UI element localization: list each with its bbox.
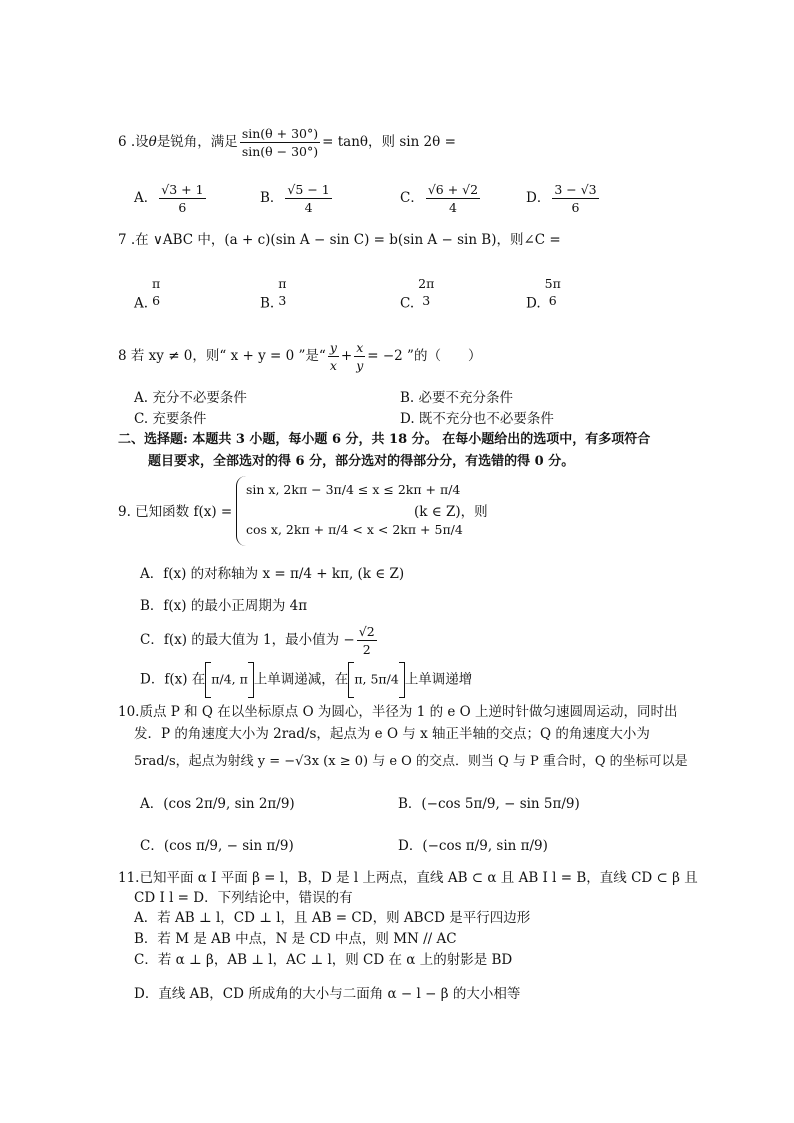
- q11-line1: 11.已知平面 α I 平面 β = l，B，D 是 l 上两点，直线 AB ⊂ α 且 AB I l = B，直线 CD ⊂ β 且: [118, 870, 698, 886]
- q6-option-c-num: √6 + √2: [427, 182, 479, 197]
- q8-plus: +: [340, 348, 353, 364]
- q7-option-a: [134, 276, 164, 312]
- q6-option-b: [260, 182, 334, 215]
- q9-option-c-text: C．f(x) 的最大值为 1，最小值为 −: [140, 632, 355, 648]
- q7-option-a-num: π: [152, 276, 161, 291]
- q9-option-a: A．f(x) 的对称轴为 x = π/4 + kπ, (k ∈ Z): [140, 566, 405, 582]
- q9-option-c: [140, 624, 379, 657]
- q11-line2: CD I l = D．下列结论中，错误的有: [134, 890, 353, 906]
- q8-option-c: C. 充要条件: [134, 411, 207, 427]
- q9-tail: (k ∈ Z)，则: [414, 504, 488, 520]
- q9-interval-2: π, 5π/4: [354, 671, 399, 687]
- q9-case1: sin x, 2kπ − 3π/4 ≤ x ≤ 2kπ + π/4: [246, 482, 461, 497]
- q7-option-d-den: 6: [548, 293, 557, 308]
- q6-fraction-num: sin(θ + 30°): [241, 126, 319, 141]
- q7-option-c-label: C.: [400, 295, 415, 312]
- q7-option-d-label: D.: [526, 295, 541, 312]
- q8-option-d: D. 既不充分也不必要条件: [400, 411, 554, 427]
- q6-option-d-num: 3 − √3: [554, 182, 597, 197]
- q6-stem-a: 6 .设: [118, 134, 149, 150]
- q8-stem-b: = −2 ”的（ ）: [367, 348, 482, 364]
- q6-fraction-den: sin(θ − 30°): [241, 144, 319, 159]
- q10-line2: 发．P 的角速度大小为 2rad/s，起点为 e O 与 x 轴正半轴的交点；Q 的角速度大小为: [134, 726, 650, 742]
- q7-option-b-num: π: [278, 276, 287, 291]
- q6-option-c: [400, 182, 482, 215]
- q7-option-c-den: 3: [422, 293, 431, 308]
- q8-option-a: A. 充分不必要条件: [134, 390, 247, 406]
- q8-fraction-2: [354, 340, 365, 373]
- q6-option-a: [134, 182, 208, 215]
- q9-option-c-den: 2: [362, 642, 371, 657]
- q8-fraction-2-num: x: [356, 340, 364, 355]
- q9-option-b: B．f(x) 的最小正周期为 4π: [140, 598, 308, 614]
- q7-option-c-num: 2π: [418, 276, 435, 291]
- q7-option-c: [400, 276, 438, 312]
- q9-interval-1: π/4, π: [211, 671, 248, 687]
- q6-option-b-num: √5 − 1: [287, 182, 330, 197]
- q6-option-d-label: D．: [526, 190, 551, 206]
- q11-option-b: B．若 M 是 AB 中点，N 是 CD 中点，则 MN // AC: [134, 931, 457, 947]
- q7-option-b-den: 3: [278, 293, 287, 308]
- q7-option-b-label: B.: [260, 295, 275, 312]
- q7-stem: 7 .在 ∨ABC 中，(a + c)(sin A − sin C) = b(sin A − sin B)，则∠C =: [118, 232, 561, 248]
- q10-line3: 5rad/s，起点为射线 y = −√3x (x ≥ 0) 与 e O 的交点．则当 Q 与 P 重合时，Q 的坐标可以是: [134, 754, 688, 769]
- q6-theta: θ: [148, 134, 157, 150]
- q8-fraction-1-den: x: [329, 358, 337, 373]
- section2-line2: 题目要求，全部选对的得 6 分，部分选对的得部分分，有选错的得 0 分。: [148, 454, 575, 469]
- q11-option-d: D．直线 AB，CD 所成角的大小与二面角 α − l − β 的大小相等: [134, 986, 521, 1002]
- q6-option-a-num: √3 + 1: [161, 182, 204, 197]
- q6-option-c-den: 4: [449, 200, 457, 215]
- q10-option-b: B．(−cos 5π/9, − sin 5π/9): [398, 796, 580, 812]
- q9-option-c-num: √2: [358, 624, 375, 639]
- section2-line1: 二、选择题: 本题共 3 小题，每小题 6 分，共 18 分。 在每小题给出的选项中，有多项符合: [118, 432, 651, 447]
- q9-lead: 9. 已知函数 f(x) =: [118, 504, 233, 520]
- q7-option-d-num: 5π: [544, 276, 561, 291]
- q9-option-d: [140, 662, 472, 698]
- q7-option-b: [260, 276, 290, 312]
- q7-option-a-label: A.: [134, 295, 149, 312]
- q7-option-d: [526, 276, 565, 312]
- q8-stem-a: 8 若 xy ≠ 0，则“ x + y = 0 ”是“: [118, 348, 326, 364]
- q10-option-d: D．(−cos π/9, sin π/9): [398, 838, 548, 854]
- q6-option-c-label: C．: [400, 190, 424, 206]
- q6-option-d: [526, 182, 601, 215]
- q7-option-a-den: 6: [152, 293, 161, 308]
- q8-fraction-1: [328, 340, 339, 373]
- q9-option-d-text-a: D．f(x) 在: [140, 671, 206, 688]
- q10-option-c: C．(cos π/9, − sin π/9): [140, 838, 294, 854]
- q6-fraction: [240, 126, 320, 159]
- q10-line1: 10.质点 P 和 Q 在以坐标原点 O 为圆心，半径为 1 的 e O 上逆时针做匀速圆周运动，同时出: [118, 704, 678, 720]
- q6-rhs: = tanθ，则 sin 2θ =: [322, 134, 456, 150]
- q11-option-c: C．若 α ⊥ β，AB ⊥ l，AC ⊥ l，则 CD 在 α 上的射影是 BD: [134, 952, 513, 968]
- q6-option-a-den: 6: [178, 200, 187, 215]
- q6-option-d-den: 6: [571, 200, 580, 215]
- q6-option-b-label: B．: [260, 190, 284, 206]
- q9-option-d-text-b: 上单调递减，在: [253, 671, 349, 688]
- q6-stem-b: 是锐角，满足: [156, 134, 238, 150]
- q10-option-a: A．(cos 2π/9, sin 2π/9): [140, 796, 295, 812]
- q11-option-a: A．若 AB ⊥ l，CD ⊥ l，且 AB = CD，则 ABCD 是平行四边形: [134, 910, 531, 926]
- q8-fraction-1-num: y: [329, 340, 337, 355]
- q6-option-a-label: A．: [134, 190, 158, 206]
- q8-fraction-2-den: y: [356, 358, 364, 373]
- q8-stem: [118, 340, 481, 373]
- q6-option-b-den: 4: [304, 200, 313, 215]
- q9-option-d-text-c: 上单调递增: [404, 671, 473, 688]
- q6-stem: [118, 126, 456, 159]
- q8-option-b: B. 必要不充分条件: [400, 390, 514, 406]
- q9-case2: cos x, 2kπ + π/4 < x < 2kπ + 5π/4: [246, 522, 463, 537]
